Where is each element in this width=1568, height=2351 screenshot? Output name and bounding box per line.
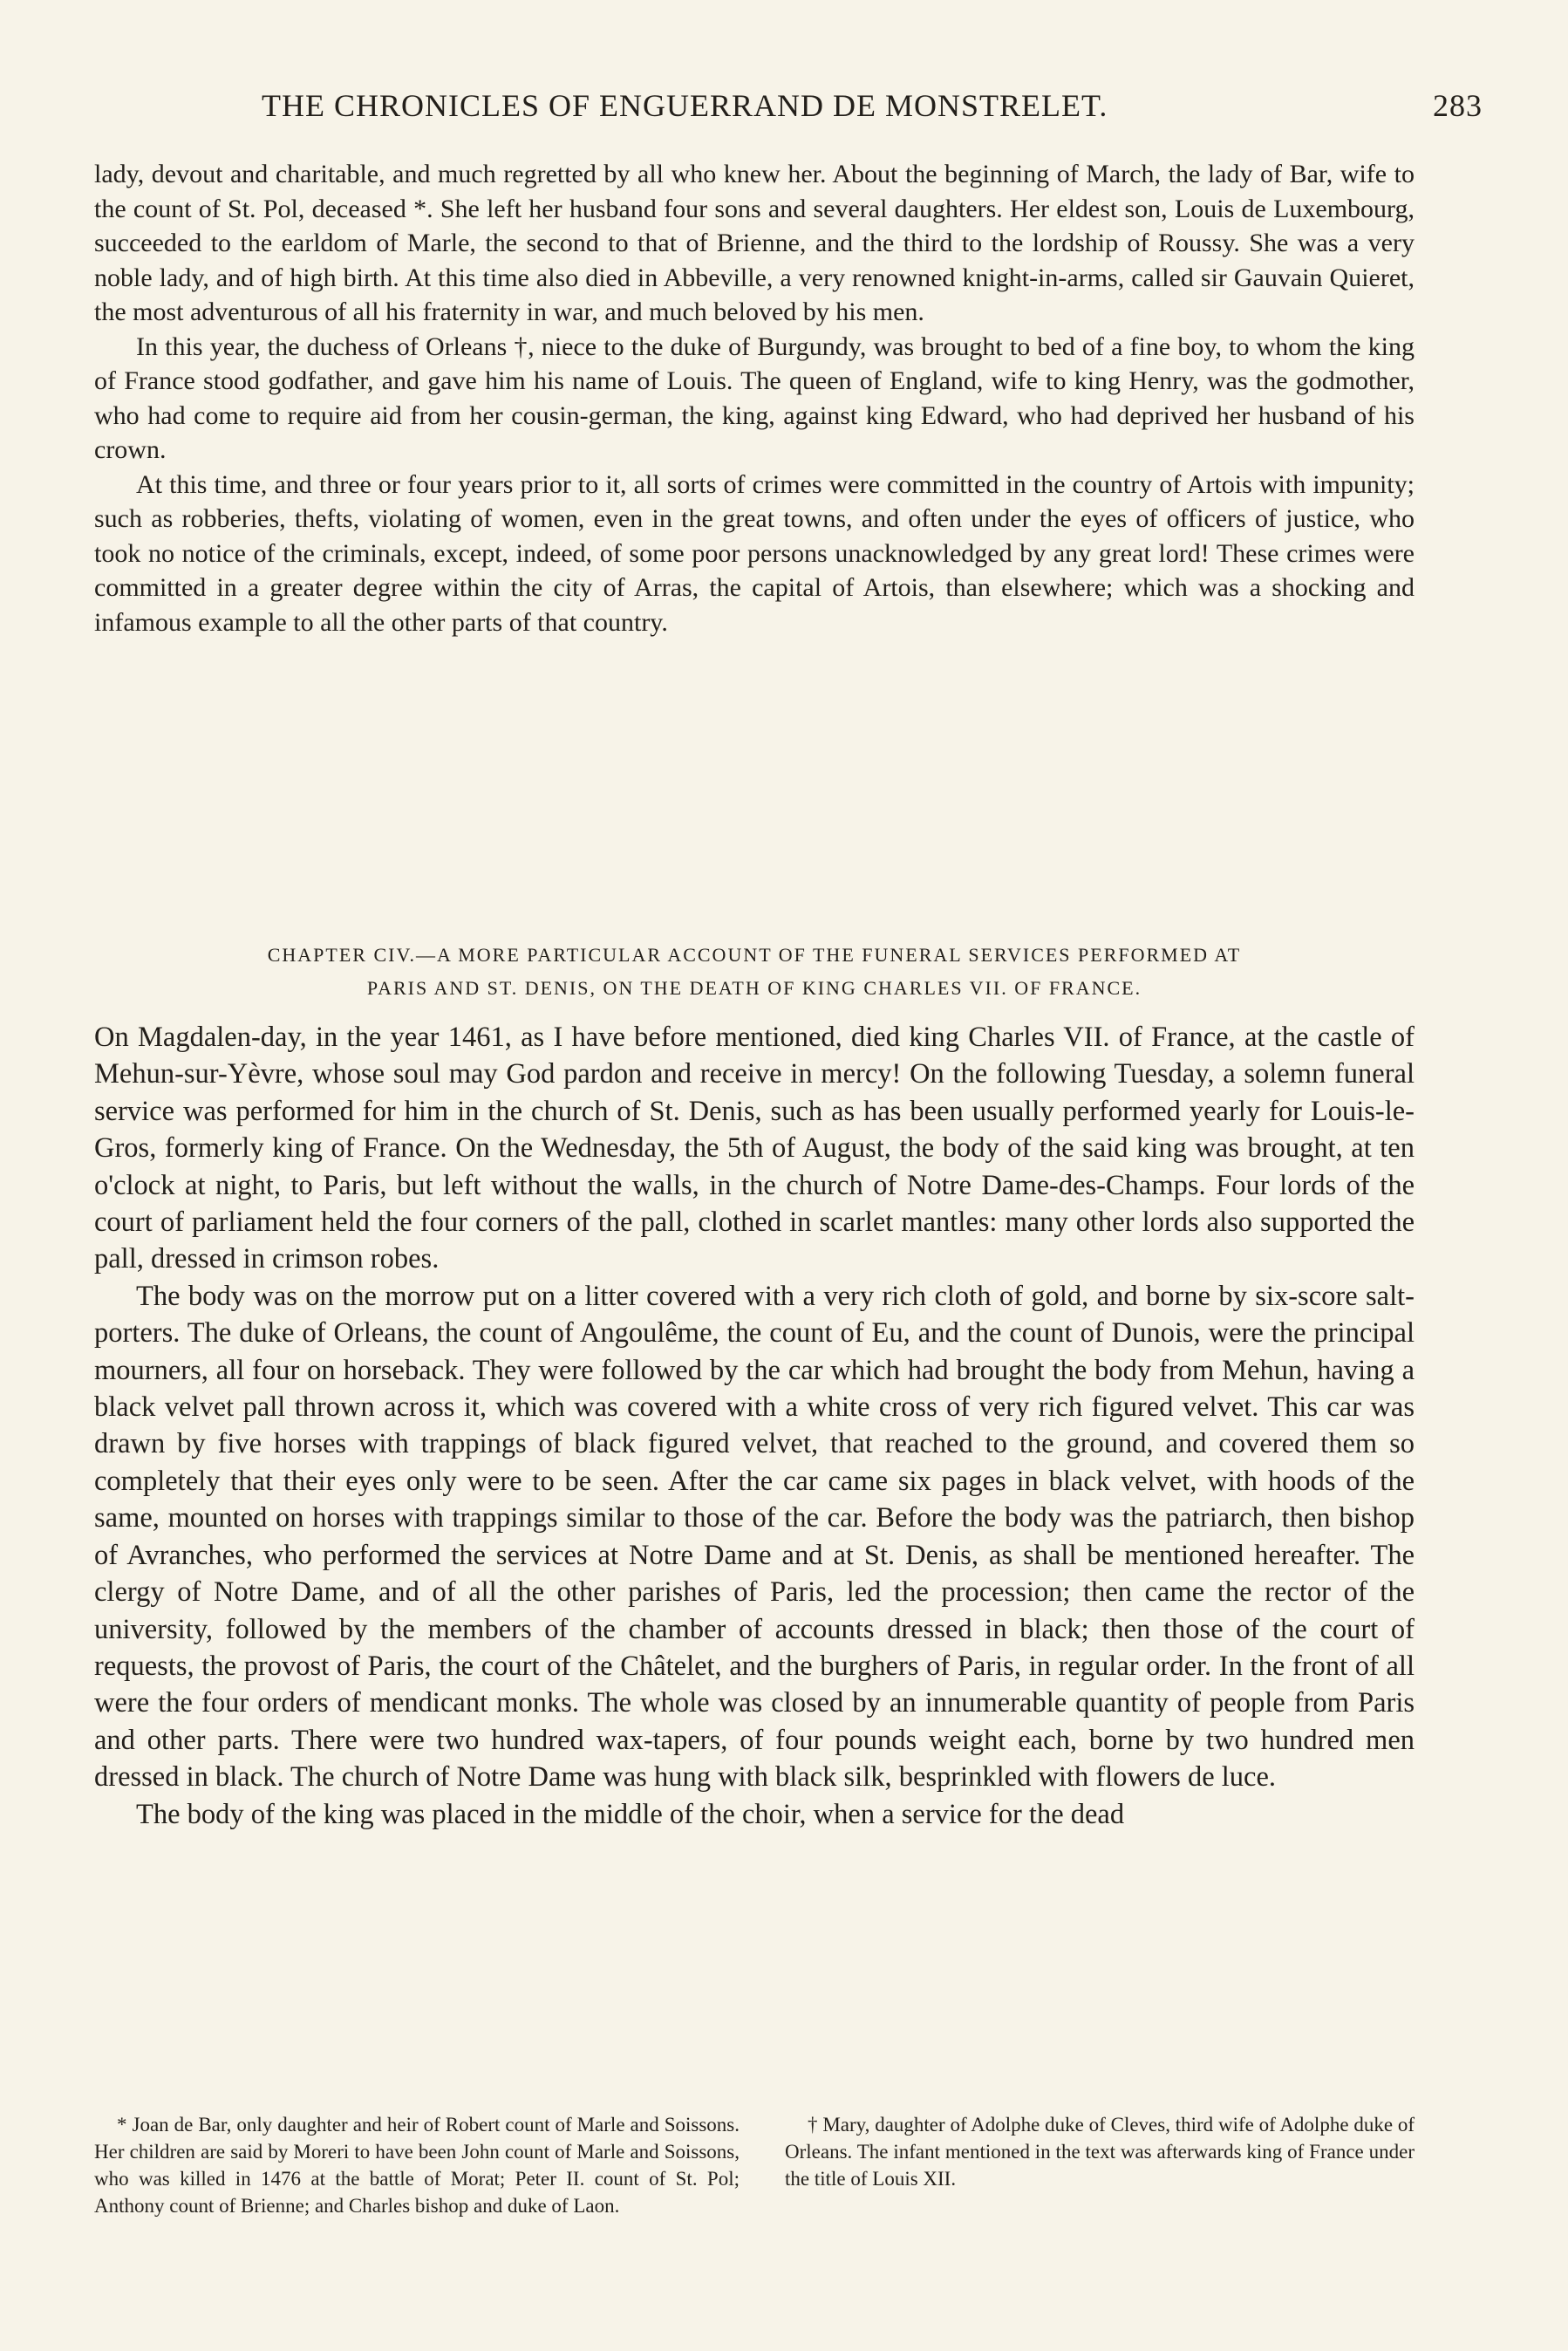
continued-text-section [94, 157, 1415, 639]
paragraph: lady, devout and charitable, and much regretted by all who knew her. About the beginning of March, the lady of Bar, wife to the count of St. Pol, deceased *. She left her husband four sons and several daughters. Her eldest son, Louis de Luxembourg, succeeded to the earldom of Marle, the second to that of Brienne, and the third to the lordship of Roussy. She was a very noble lady, and of high birth. At this time also died in Abbeville, a very renowned knight-in-arms, called sir Gauvain Quieret, the most adventurous of all his fraternity in war, and much beloved by his men. [94, 160, 1415, 326]
footnote-text: * Joan de Bar, only daughter and heir of Robert count of Marle and Soissons. Her children are said by Moreri to have been John count of Marle and Soissons, who was killed in 1476 at the battle of Morat; Peter II. count of St. Pol; Anthony count of Brienne; and Charles bishop and duke of Laon. [94, 2114, 740, 2217]
chapter-heading-line: CHAPTER CIV.—A MORE PARTICULAR ACCOUNT OF THE FUNERAL SERVICES PERFORMED AT [267, 944, 1242, 966]
chapter-heading-line: PARIS AND ST. DENIS, ON THE DEATH OF KING CHARLES VII. OF FRANCE. [366, 977, 1142, 999]
footnote-right [785, 2111, 1415, 2192]
page-number: 283 [1433, 88, 1483, 123]
footnote-left [94, 2111, 740, 2219]
running-head [262, 87, 1483, 131]
paragraph: The body of the king was placed in the middle of the choir, when a service for the dead [136, 1798, 1125, 1830]
paragraph: At this time, and three or four years prior to it, all sorts of crimes were committed in the country of Artois with impunity; such as robberies, thefts, violating of women, even in the great towns, and often under the eyes of officers of justice, who took no notice of the criminals, except, indeed, of some poor persons unacknowledged by any great lord! These crimes were committed in a greater degree within the city of Arras, the capital of Artois, than elsewhere; which was a shocking and infamous example to all the other parts of that country. [94, 469, 1415, 637]
paragraph: On Magdalen-day, in the year 1461, as I have before mentioned, died king Charles VII. of France, at the castle of Mehun-sur-Yèvre, whose soul may God pardon and receive in mercy! On the following Tuesday, a solemn funeral service was performed for him in the church of St. Denis, such as has been usually performed yearly for Louis-le-Gros, formerly king of France. On the Wednesday, the 5th of August, the body of the said king was brought, at ten o'clock at night, to Paris, but left without the walls, in the church of Notre Dame-des-Champs. Four lords of the court of parliament held the four corners of the pall, clothed in scarlet mantles: many other lords also supported the pall, dressed in crimson robes. [94, 1022, 1415, 1275]
paragraph: The body was on the morrow put on a litter covered with a very rich cloth of gold, and borne by six-score salt-porters. The duke of Orleans, the count of Angoulême, the count of Eu, and the count of Dunois, were the principal mourners, all four on horseback. They were followed by the car which had brought the body from Mehun, having a black velvet pall thrown across it, which was covered with a white cross of very rich figured velvet. This car was drawn by five horses with trappings of black figured velvet, that reached to the ground, and covered them so completely that their eyes only were to be seen. After the car came six pages in black velvet, with hoods of the same, mounted on horses with trappings similar to those of the car. Before the body was the patriarch, then bishop of Avranches, who performed the services at Notre Dame and at St. Denis, as shall be mentioned hereafter. The clergy of Notre Dame, and of all the other parishes of Paris, led the procession; then came the rector of the university, followed by the members of the chamber of accounts dressed in black; then those of the court of requests, the provost of Paris, the court of the Châtelet, and the burghers of Paris, in regular order. In the front of all were the four orders of mendicant monks. The whole was closed by an innumerable quantity of people from Paris and other parts. There were two hundred wax-tapers, of four pounds weight each, borne by two hundred men dressed in black. The church of Notre Dame was hung with black silk, besprinkled with flowers de luce. [94, 1280, 1415, 1794]
running-title: THE CHRONICLES OF ENGUERRAND DE MONSTRELET. [262, 88, 1108, 123]
chapter-heading [94, 939, 1415, 1005]
chapter-text-section [94, 1019, 1415, 1833]
footnote-text: † Mary, daughter of Adolphe duke of Cleves, third wife of Adolphe duke of Orleans. The infant mentioned in the text was afterwards king of France under the title of Louis XII. [785, 2114, 1415, 2190]
paragraph: In this year, the duchess of Orleans †, niece to the duke of Burgundy, was brought to bed of a fine boy, to whom the king of France stood godfather, and gave him his name of Louis. The queen of England, wife to king Henry, was the godmother, who had come to require aid from her cousin-german, the king, against king Edward, who had deprived her husband of his crown. [94, 331, 1415, 464]
